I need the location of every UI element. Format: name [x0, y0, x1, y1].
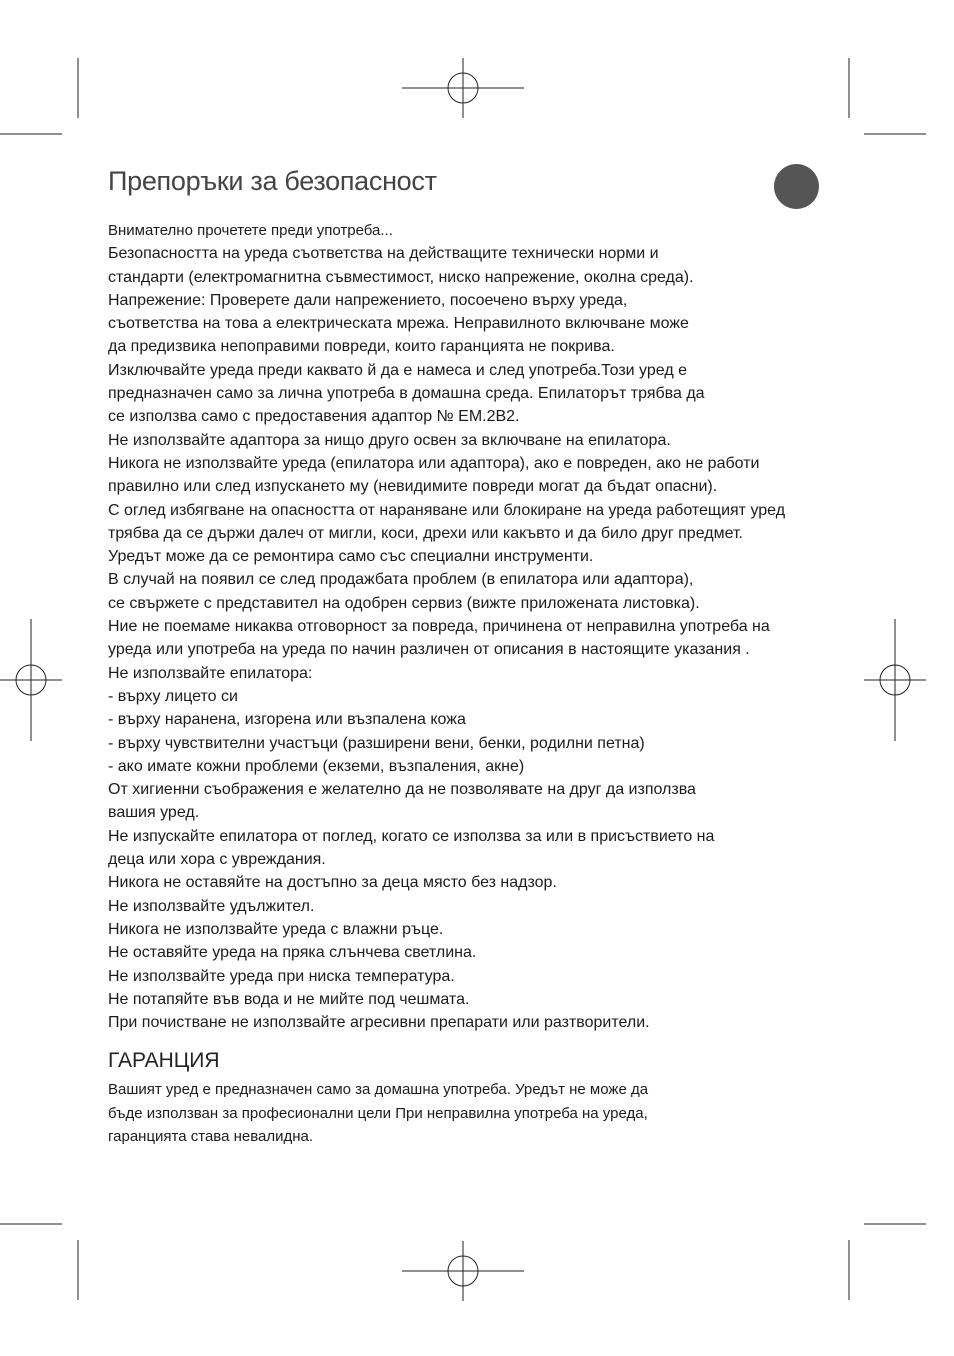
registration-mark-right [864, 619, 926, 741]
text-line: Не използвайте уреда при ниска температура. [108, 967, 455, 985]
text-line: Не оставяйте уреда на пряка слънчева светлина. [108, 944, 477, 962]
text-line: бъде използван за професионални цели При неправилна употреба на уреда, [108, 1104, 648, 1122]
text-line: Не използвайте удължител. [108, 897, 315, 915]
text-line: Вашият уред е предназначен само за домашна употреба. Уредът не може да [108, 1081, 649, 1099]
list-item: - върху наранена, изгорена или възпалена кожа [108, 711, 466, 729]
registration-mark-left [0, 619, 62, 741]
text-line: Никога не използвайте уреда (епилатора или адаптора), ако е повреден, ако не работи [108, 454, 760, 472]
text-line: Изключвайте уреда преди каквато й да е намеса и след употреба.Този уред е [108, 361, 687, 379]
text-line: стандарти (електромагнитна съвместимост, ниско напрежение, околна среда). [108, 268, 694, 286]
list-item: - ако имате кожни проблеми (екземи, възпаления, акне) [108, 757, 525, 775]
text-line: правилно или след изпускането му (невидимите повреди могат да бъдат опасни). [108, 478, 718, 496]
text-line: Никога не оставяйте на достъпно за деца място без надзор. [108, 874, 557, 892]
text-line: Не използвайте адаптора за нищо друго освен за включване на епилатора. [108, 431, 671, 449]
text-line: Никога не използвайте уреда с влажни ръце. [108, 920, 444, 938]
guarantee-heading: ГАРАНЦИЯ [108, 1049, 220, 1073]
registration-mark-bottom [402, 1241, 524, 1301]
text-line: се свържете с представител на одобрен сервиз (вижте приложената листовка). [108, 594, 700, 612]
text-line: От хигиенни съображения е желателно да не позволявате на друг да използва [108, 781, 696, 799]
text-line: Не използвайте епилатора: [108, 664, 313, 682]
text-line: съответства на това а електрическата мрежа. Неправилното включване може [108, 315, 689, 333]
text-line: уреда или употреба на уреда по начин различен от описания в настоящите указания . [108, 641, 750, 659]
guarantee-text [108, 1078, 838, 1149]
text-line: При почистване не използвайте агресивни препарати или разтворители. [108, 1014, 650, 1032]
text-line: Не изпускайте епилатора от поглед, когато се използва за или в присъствието на [108, 827, 715, 845]
list-item: - върху чувствителни участъци (разширени вени, бенки, родилни петна) [108, 734, 645, 752]
safety-text [108, 219, 838, 1149]
text-line: гаранцията става невалидна. [108, 1128, 314, 1146]
page-title: Препоръки за безопасност [108, 166, 437, 196]
section-spacer [108, 1034, 838, 1046]
language-badge-circle [774, 164, 819, 209]
text-line: да предизвика непоправими повреди, които гаранцията не покрива. [108, 338, 615, 356]
registration-mark-top [402, 58, 524, 118]
text-line: Не потапяйте във вода и не мийте под чешмата. [108, 990, 470, 1008]
text-line: Ние не поемаме никаква отговорност за повреда, причинена от неправилна употреба на [108, 618, 770, 636]
text-line: вашия уред. [108, 804, 200, 822]
text-line: предназначен само за лична употреба в домашна среда. Епилаторът трябва да [108, 385, 705, 403]
text-line: Безопасността на уреда съответства на действащите технически норми и [108, 245, 659, 263]
text-line: С оглед избягване на опасността от нараняване или блокиране на уреда работещият уред [108, 501, 786, 519]
text-line: деца или хора с увреждания. [108, 851, 326, 869]
list-item: - върху лицето си [108, 687, 238, 705]
text-line: Напрежение: Проверете дали напрежението, посоечено върху уреда, [108, 291, 628, 309]
text-line: се използва само с предоставения адаптор № EM.2B2. [108, 408, 520, 426]
text-line: трябва да се държи далеч от мигли, коси, дрехи или какъвто и да било друг предмет. [108, 524, 743, 542]
text-line: Уредът може да се ремонтира само със специални инструменти. [108, 548, 594, 566]
text-line: Внимателно прочетете преди употреба... [108, 222, 393, 239]
text-line: В случай на появил се след продажбата проблем (в епилатора или адаптора), [108, 571, 694, 589]
